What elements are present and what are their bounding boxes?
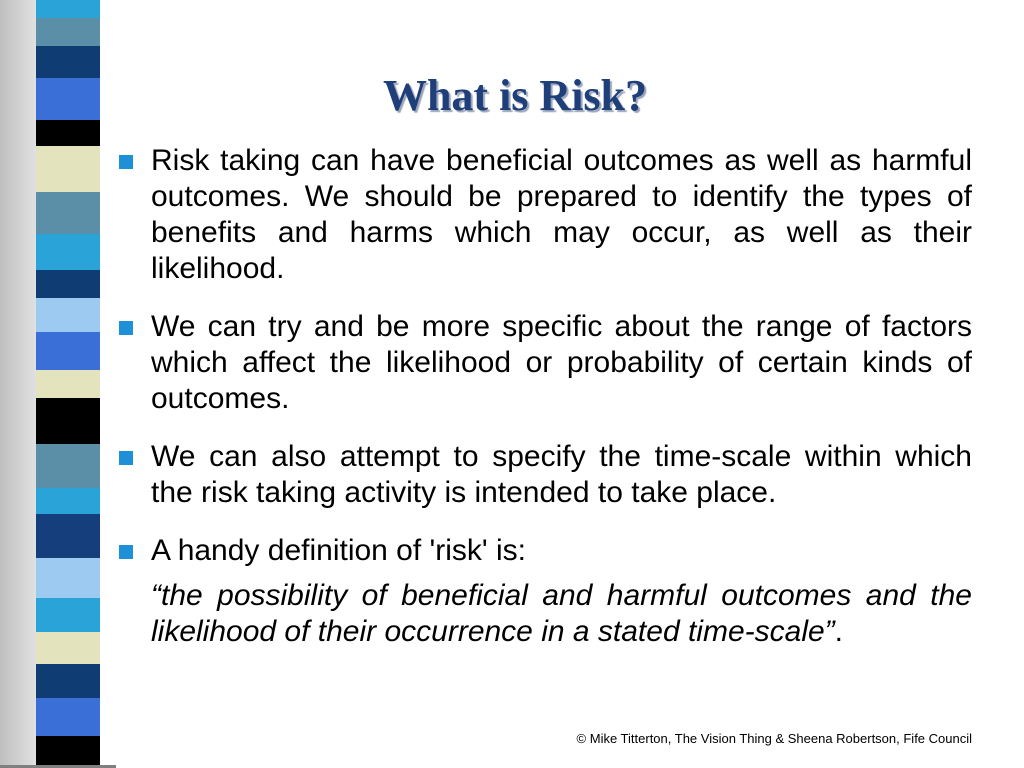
stripe-band xyxy=(36,46,100,78)
bullet-text: We can also attempt to specify the time-scale within which the risk taking activity is intended to take place. xyxy=(151,440,972,509)
bullet-text: Risk taking can have beneficial outcomes as well as harmful outcomes. We should be prepared to identify the types of benefits and harms which may occur, as well as their likelihood. xyxy=(151,144,972,285)
bullet-item xyxy=(116,143,972,287)
stripe-band xyxy=(36,0,100,18)
stripe-band xyxy=(36,192,100,234)
stripe-band xyxy=(36,664,100,698)
stripe-band xyxy=(36,270,100,298)
stripe-band xyxy=(36,558,100,598)
stripe-band xyxy=(36,632,100,664)
stripe-band xyxy=(36,298,100,332)
stripe-band xyxy=(36,370,100,398)
bullet-text: We can try and be more specific about the range of factors which affect the likelihood or probability of certain kinds of outcomes. xyxy=(151,310,972,415)
definition-period: . xyxy=(834,615,844,648)
square-bullet-icon xyxy=(119,321,133,335)
square-bullet-icon xyxy=(119,545,133,559)
decorative-color-stripe xyxy=(36,0,100,768)
stripe-band xyxy=(36,18,100,46)
bullet-item xyxy=(116,439,972,511)
copyright-credit: © Mike Titterton, The Vision Thing & Sheena Robertson, Fife Council xyxy=(576,731,972,746)
square-bullet-icon xyxy=(119,451,133,465)
slide-title: What is Risk? xyxy=(382,71,648,120)
bullet-item xyxy=(116,533,972,650)
square-bullet-icon xyxy=(119,155,133,169)
bullet-list xyxy=(116,143,972,672)
bullet-text: A handy definition of 'risk' is: xyxy=(151,534,526,567)
stripe-band xyxy=(36,332,100,370)
stripe-band xyxy=(36,146,100,192)
stripe-band xyxy=(36,514,100,558)
definition-text: “the possibility of beneficial and harmful outcomes and the likelihood of their occurrence in a stated time-scale” xyxy=(151,579,972,648)
stripe-band xyxy=(36,444,100,488)
stripe-band xyxy=(36,234,100,270)
stripe-band xyxy=(36,598,100,632)
stripe-band xyxy=(36,398,100,444)
risk-definition-quote xyxy=(151,578,972,650)
stripe-band xyxy=(36,488,100,514)
stripe-band xyxy=(36,698,100,736)
stripe-band xyxy=(36,120,100,146)
bullet-item xyxy=(116,309,972,417)
stripe-band xyxy=(36,78,100,120)
stripe-band xyxy=(36,736,100,768)
